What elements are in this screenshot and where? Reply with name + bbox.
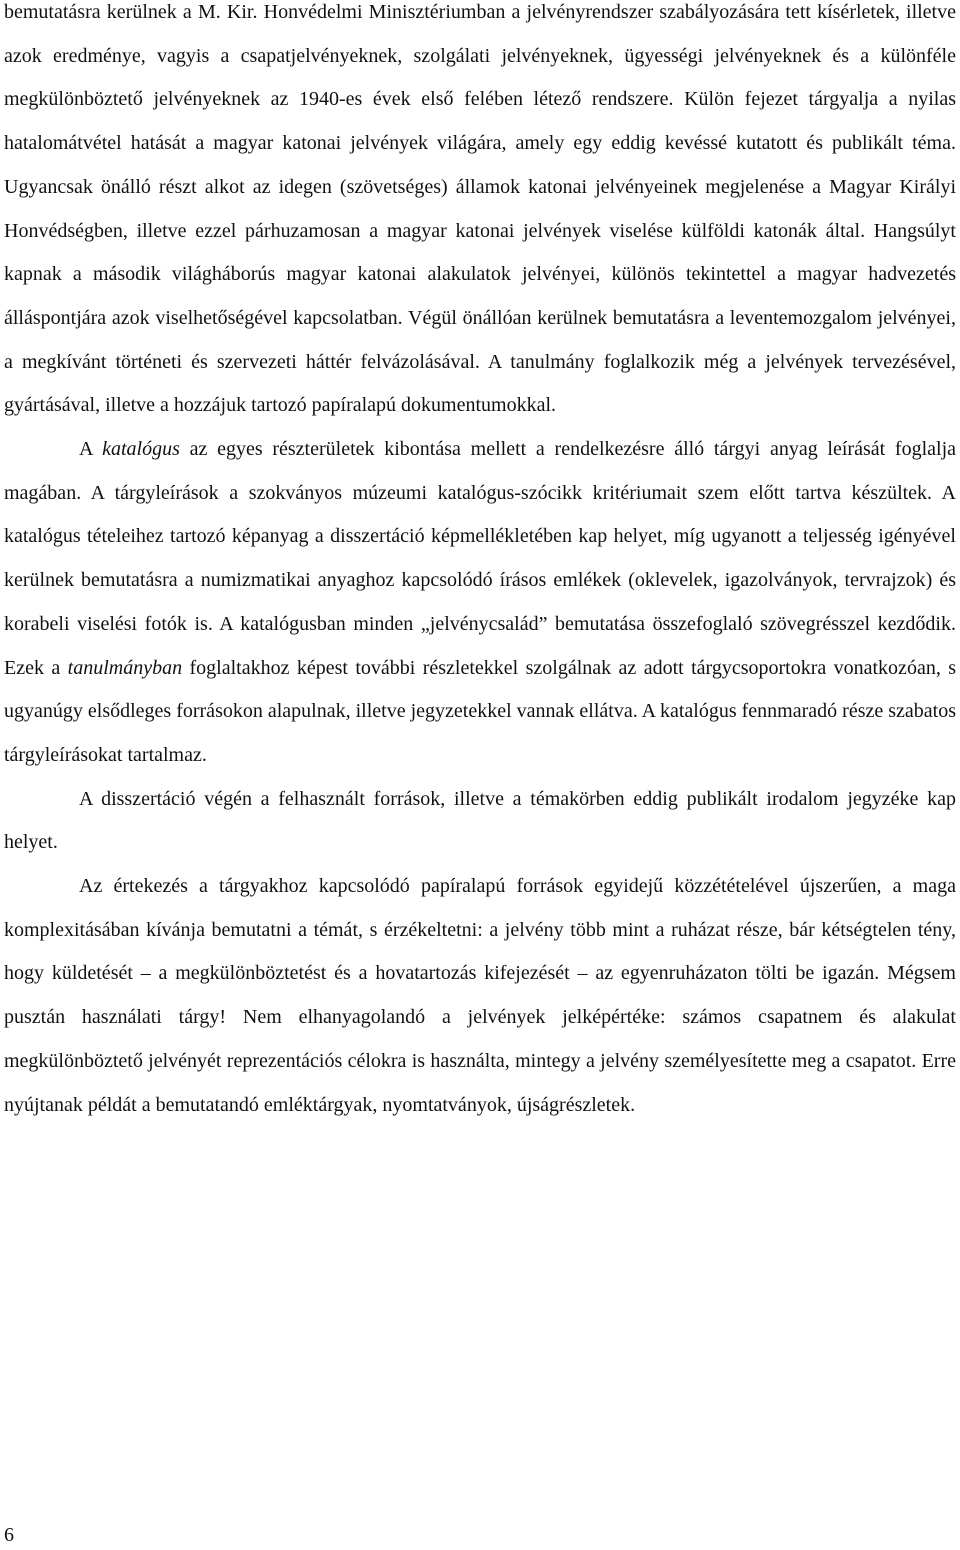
- paragraph-conclusion: [4, 865, 956, 1127]
- paragraph-bibliography: [4, 778, 956, 865]
- paragraph-continuation: [4, 0, 956, 428]
- paragraph-2-italic-katalogus: katalógus: [102, 438, 180, 461]
- document-page: [4, 0, 956, 1127]
- paragraph-2-italic-tanulmanyban: tanulmányban: [67, 656, 183, 679]
- paragraph-2-text-c: foglaltakhoz képest további részletekkel szolgálnak az adott tárgycsoportokra vonatkozóan, s ugyanúgy elsődleges forrásokon alapulnak, illetve jegyzetekkel vannak ellátva. A katalógus fennmaradó része szabatos tárgyleírásokat tartalmaz.: [4, 656, 956, 766]
- page-number: 6: [4, 1524, 14, 1546]
- paragraph-catalog: [4, 428, 956, 778]
- paragraph-3-text: A disszertáció végén a felhasznált források, illetve a témakörben eddig publikált irodalom jegyzéke kap helyet.: [4, 787, 956, 854]
- paragraph-2-text-b: az egyes részterületek kibontása mellett a rendelkezésre álló tárgyi anyag leírását foglalja magában. A tárgyleírások a szokványos múzeumi katalógus-szócikk kritériumait szem előtt tartva készültek. A katalógus tételeihez tartozó képanyag a disszertáció képmellékletében kap helyet, míg ugyanott a teljesség igényével kerülnek bemutatásra a numizmatikai anyaghoz kapcsolódó írásos emlékek (oklevelek, igazolványok, tervrajzok) és korabeli viselési fotók is. A katalógusban minden „jelvénycsalád” bemutatása összefoglaló szövegrésszel kezdődik. Ezek a: [4, 438, 956, 679]
- paragraph-2-text-a: A: [79, 438, 103, 461]
- paragraph-4-text: Az értekezés a tárgyakhoz kapcsolódó papíralapú források egyidejű közzétételével újszerűen, a maga komplexitásában kívánja bemutatni a témát, s érzékeltetni: a jelvény több mint a ruházat része, bár kétségtelen tény, hogy küldetését – a megkülönböztetést és a hovatartozás kifejezését – az egyenruházaton tölti be igazán. Mégsem pusztán használati tárgy! Nem elhanyagolandó a jelvények jelképértéke: számos csapatnem és alakulat megkülönböztető jelvényét reprezentációs célokra is használta, mintegy a jelvény személyesítette meg a csapatot. Erre nyújtanak példát a bemutatandó emléktárgyak, nyomtatványok, újságrészletek.: [4, 875, 956, 1116]
- paragraph-1-text: bemutatásra kerülnek a M. Kir. Honvédelmi Minisztériumban a jelvényrendszer szabályozására tett kísérletek, illetve azok eredménye, vagyis a csapatjelvényeknek, szolgálati jelvényeknek, ügyességi jelvényeknek és a különféle megkülönböztető jelvényeknek az 1940-es évek első felében létező rendszere. Külön fejezet tárgyalja a nyilas hatalomátvétel hatását a magyar katonai jelvények világára, amely egy eddig kevéssé kutatott és publikált téma. Ugyancsak önálló részt alkot az idegen (szövetséges) államok katonai jelvényeinek megjelenése a Magyar Királyi Honvédségben, illetve ezzel párhuzamosan a magyar katonai jelvények viselése külföldi katonák által. Hangsúlyt kapnak a második világháborús magyar katonai alakulatok jelvényei, különös tekintettel a magyar hadvezetés álláspontjára azok viselhetőségével kapcsolatban. Végül önállóan kerülnek bemutatásra a leventemozgalom jelvényei, a megkívánt történeti és szervezeti háttér felvázolásával. A tanulmány foglalkozik még a jelvények tervezésével, gyártásával, illetve a hozzájuk tartozó papíralapú dokumentumokkal.: [4, 1, 956, 417]
